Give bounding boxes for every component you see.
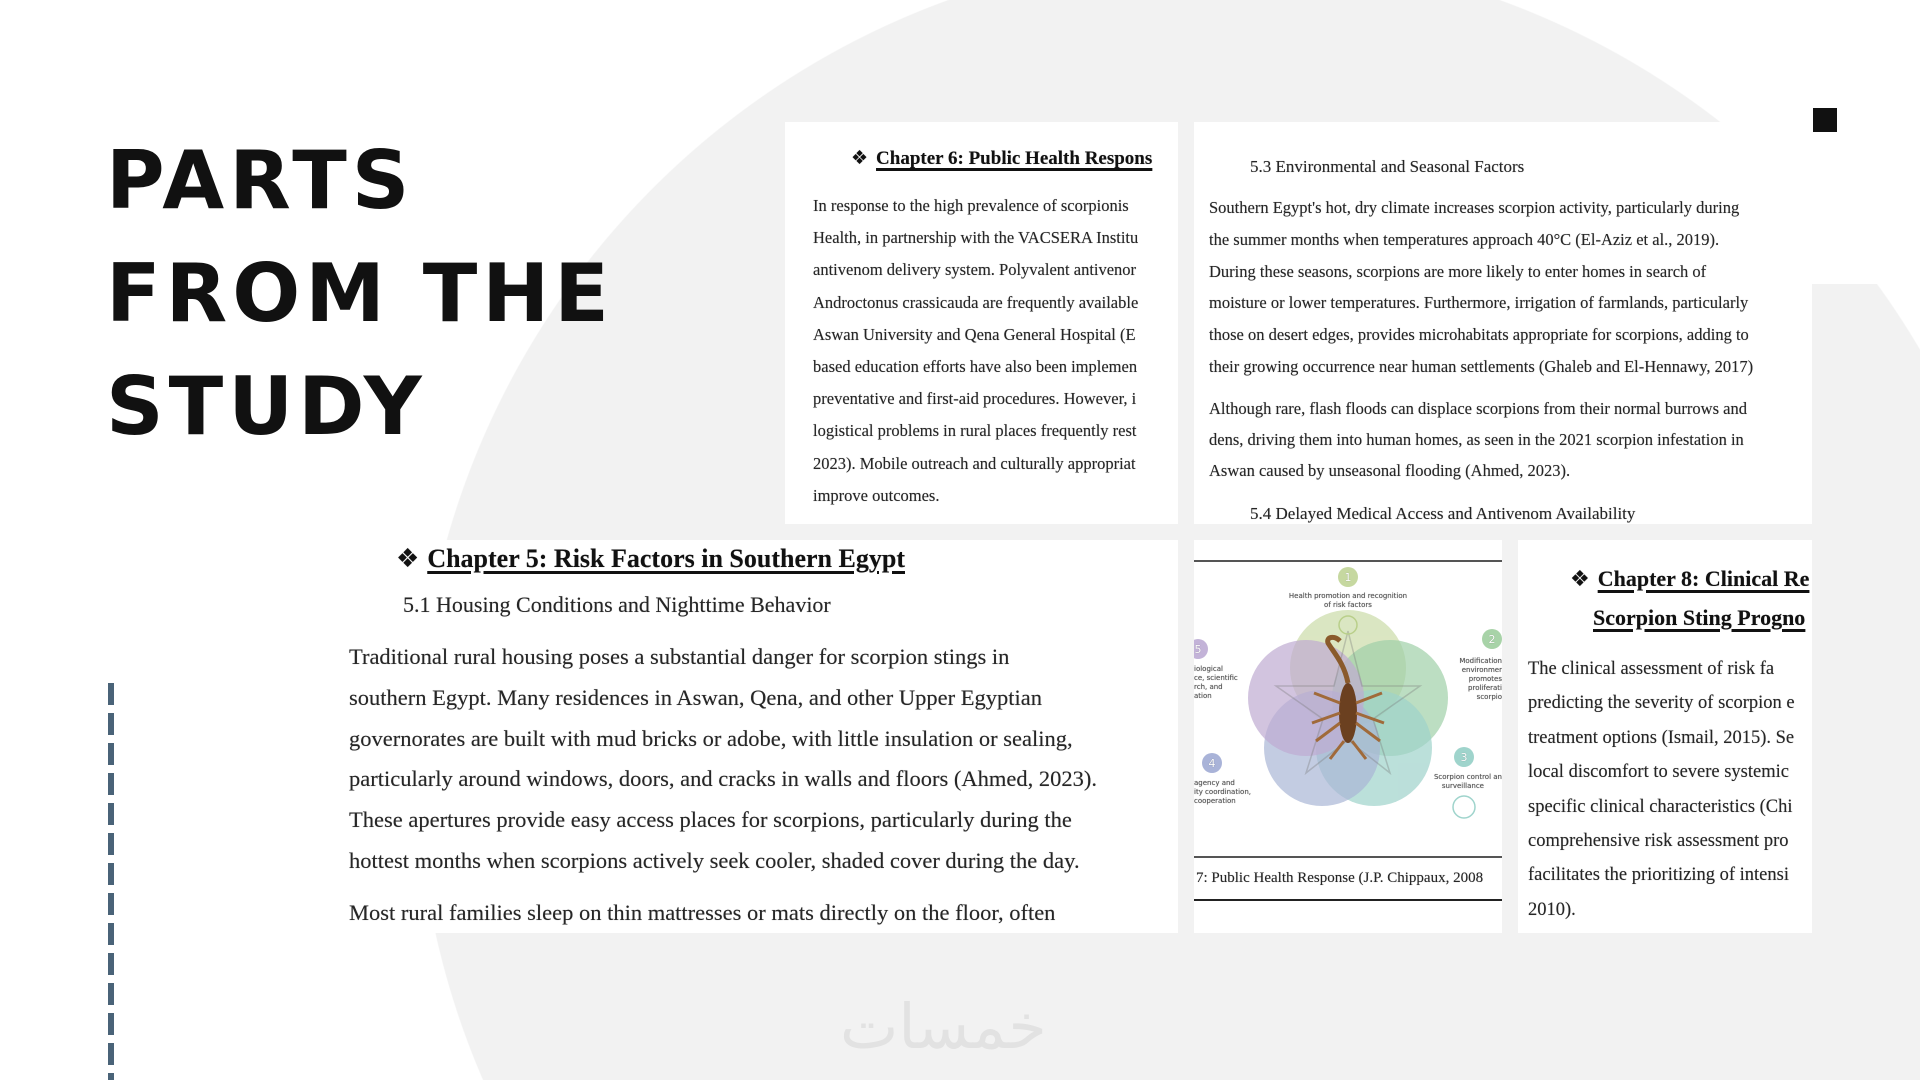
excerpt-figure: [1194, 540, 1502, 933]
text-line: governorates are built with mud bricks or adobe, with little insulation or sealing,: [349, 725, 1073, 751]
public-health-response-diagram: [1194, 563, 1502, 855]
text-line: those on desert edges, provides microhabitats appropriate for scorpions, adding to: [1209, 325, 1749, 345]
chapter-8-heading-line-2: Scorpion Sting Progno: [1593, 605, 1806, 630]
text-line: Most rural families sleep on thin mattresses or mats directly on the floor, often: [349, 900, 1056, 925]
section-5-1-heading: 5.1 Housing Conditions and Nighttime Behavior: [403, 592, 831, 617]
diamond-bullet-icon: ❖: [396, 544, 420, 573]
text-line: improve outcomes.: [813, 485, 940, 505]
step-number: 4: [1208, 757, 1216, 770]
text-line: In response to the high prevalence of scorpionis: [813, 196, 1129, 215]
text-line: These apertures provide easy access places for scorpions, particularly during the: [349, 807, 1072, 833]
text-line: 2023). Mobile outreach and culturally appropriat: [813, 453, 1136, 473]
label-2: Modification environmer promotes proliferati scorpio: [1459, 657, 1502, 701]
text-line: preventative and first-aid procedures. However, i: [813, 389, 1137, 409]
excerpt-chapter-8: [1518, 540, 1812, 933]
chapter-8-heading: [1570, 565, 1809, 593]
text-line: treatment options (Ismail, 2015). Se: [1528, 727, 1795, 748]
text-line: Southern Egypt's hot, dry climate increases scorpion activity, particularly during: [1209, 198, 1740, 217]
figure-caption: 7: Public Health Response (J.P. Chippaux, 2008: [1196, 870, 1484, 886]
chapter-6-heading: [851, 146, 1152, 172]
figure-top-rule: [1194, 560, 1502, 562]
watermark-logo: خمسات: [840, 990, 1047, 1063]
excerpt-chapter-6: [785, 122, 1178, 524]
title-line: FROM THE: [106, 247, 614, 340]
text-line: southern Egypt. Many residences in Aswan, Qena, and other Upper Egyptian: [349, 684, 1042, 710]
step-number: 2: [1488, 633, 1496, 646]
title-line: STUDY: [106, 360, 427, 453]
section-5-3-paragraph: [1209, 393, 1747, 486]
text-line: their growing occurrence near human settlements (Ghaleb and El-Hennawy, 2017): [1209, 356, 1754, 376]
label-1: Health promotion and recognition: [1288, 592, 1408, 600]
chapter-5-paragraph: [349, 893, 1055, 933]
figure-bottom-rule: [1194, 899, 1502, 901]
text-line: 2010).: [1528, 899, 1576, 920]
text-line: facilitates the prioritizing of intensi: [1528, 865, 1789, 886]
heading-text: Chapter 5: Risk Factors in Southern Egypt: [427, 544, 905, 573]
background-mask: [1812, 0, 1920, 284]
label-3: Scorpion control an surveillance: [1433, 773, 1502, 790]
text-line: Although rare, flash floods can displace scorpions from their normal burrows and: [1209, 399, 1747, 418]
slide-title: [106, 124, 614, 463]
dashed-divider: [108, 683, 114, 1080]
label-4: agency and ity coordination, cooperation: [1194, 779, 1251, 805]
figure-caption-rule: [1194, 856, 1502, 858]
text-line: specific clinical characteristics (Chi: [1528, 796, 1793, 817]
text-line: During these seasons, scorpions are more likely to enter homes in search of: [1209, 261, 1707, 281]
excerpt-section-5-3: [1194, 122, 1812, 524]
step-number: 3: [1460, 751, 1468, 764]
text-line: hottest months when scorpions actively seek cooler, shaded cover during the day.: [349, 847, 1080, 873]
text-line: Androctonus crassicauda are frequently available: [813, 292, 1139, 312]
chapter-8-body: [1528, 652, 1795, 927]
text-line: dens, driving them into human homes, as seen in the 2021 scorpion infestation in: [1209, 430, 1744, 449]
text-line: Traditional rural housing poses a substantial danger for scorpion stings in: [349, 644, 1010, 669]
text-line: Health, in partnership with the VACSERA Institu: [813, 228, 1139, 248]
text-line: logistical problems in rural places frequently rest: [813, 421, 1137, 441]
chapter-5-heading: [396, 542, 905, 576]
section-5-3-paragraph: [1209, 192, 1753, 383]
text-line: predicting the severity of scorpion e: [1528, 693, 1795, 714]
chapter-6-body: [813, 190, 1138, 512]
label-5: iological ce, scientific rch, and ation: [1194, 665, 1238, 700]
text-line: Aswan caused by unseasonal flooding (Ahmed, 2023).: [1209, 461, 1571, 480]
text-line: The clinical assessment of risk fa: [1528, 659, 1775, 679]
heading-text: Chapter 8: Clinical Re: [1597, 566, 1810, 591]
title-line: PARTS: [106, 134, 415, 227]
heading-text: Chapter 6: Public Health Respons: [876, 148, 1153, 169]
section-5-4-heading: 5.4 Delayed Medical Access and Antivenom Availability: [1250, 504, 1636, 523]
decorative-square: [1813, 108, 1837, 132]
text-line: particularly around windows, doors, and cracks in walls and floors (Ahmed, 2023).: [349, 766, 1097, 792]
text-line: moisture or lower temperatures. Furthermore, irrigation of farmlands, particularly: [1209, 293, 1749, 313]
text-line: local discomfort to severe systemic: [1528, 762, 1789, 783]
step-number: 1: [1344, 571, 1352, 584]
label-1: of risk factors: [1324, 601, 1372, 609]
step-number: 5: [1194, 643, 1202, 656]
surveillance-icon: [1453, 796, 1475, 818]
text-line: comprehensive risk assessment pro: [1528, 831, 1789, 852]
text-line: antivenom delivery system. Polyvalent antivenor: [813, 260, 1137, 280]
diamond-bullet-icon: ❖: [851, 148, 869, 169]
text-line: based education efforts have also been implemen: [813, 357, 1138, 377]
section-5-3-heading: 5.3 Environmental and Seasonal Factors: [1250, 157, 1525, 176]
text-line: Aswan University and Qena General Hospital (E: [813, 324, 1136, 344]
chapter-5-paragraph: [349, 637, 1097, 882]
diamond-bullet-icon: ❖: [1570, 566, 1590, 591]
text-line: the summer months when temperatures approach 40°C (El-Aziz et al., 2019).: [1209, 229, 1720, 249]
excerpt-chapter-5: [321, 540, 1178, 933]
